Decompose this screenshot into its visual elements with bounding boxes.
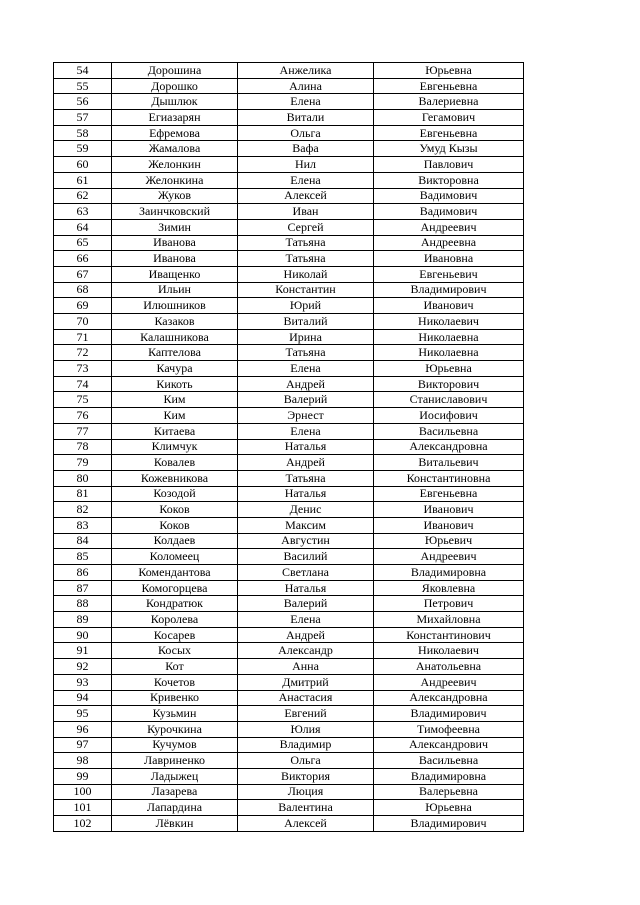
last-name-cell: Кондратюк: [112, 596, 238, 612]
table-row: [54, 266, 524, 282]
table-row: [54, 408, 524, 424]
table-row: [54, 314, 524, 330]
first-name-cell: Татьяна: [238, 470, 374, 486]
first-name-cell: Владимир: [238, 737, 374, 753]
table-row: [54, 94, 524, 110]
first-name-cell: Алексей: [238, 188, 374, 204]
table-row: [54, 643, 524, 659]
first-name-cell: Евгений: [238, 706, 374, 722]
patronymic-cell: Владимировна: [374, 565, 524, 581]
table-row: [54, 251, 524, 267]
last-name-cell: Качура: [112, 361, 238, 377]
table-row: [54, 157, 524, 173]
last-name-cell: Ладыжец: [112, 768, 238, 784]
last-name-cell: Зимин: [112, 219, 238, 235]
table-row: [54, 125, 524, 141]
patronymic-cell: Гегамович: [374, 110, 524, 126]
last-name-cell: Кикоть: [112, 376, 238, 392]
first-name-cell: Анжелика: [238, 63, 374, 79]
row-number-cell: 81: [54, 486, 112, 502]
table-row: [54, 345, 524, 361]
table-row: [54, 219, 524, 235]
first-name-cell: Ирина: [238, 329, 374, 345]
table-row: [54, 110, 524, 126]
table-row: [54, 737, 524, 753]
table-row: [54, 376, 524, 392]
patronymic-cell: Михайловна: [374, 612, 524, 628]
patronymic-cell: Вадимович: [374, 188, 524, 204]
first-name-cell: Елена: [238, 423, 374, 439]
row-number-cell: 80: [54, 470, 112, 486]
patronymic-cell: Андреевич: [374, 219, 524, 235]
first-name-cell: Андрей: [238, 455, 374, 471]
first-name-cell: Николай: [238, 266, 374, 282]
row-number-cell: 56: [54, 94, 112, 110]
patronymic-cell: Тимофеевна: [374, 721, 524, 737]
row-number-cell: 100: [54, 784, 112, 800]
last-name-cell: Жуков: [112, 188, 238, 204]
last-name-cell: Ким: [112, 408, 238, 424]
row-number-cell: 90: [54, 627, 112, 643]
last-name-cell: Дорошко: [112, 78, 238, 94]
table-row: [54, 580, 524, 596]
row-number-cell: 96: [54, 721, 112, 737]
patronymic-cell: Константинович: [374, 627, 524, 643]
patronymic-cell: Юрьевна: [374, 800, 524, 816]
first-name-cell: Валерий: [238, 392, 374, 408]
patronymic-cell: Павлович: [374, 157, 524, 173]
patronymic-cell: Васильевна: [374, 423, 524, 439]
first-name-cell: Александр: [238, 643, 374, 659]
first-name-cell: Елена: [238, 361, 374, 377]
last-name-cell: Иванова: [112, 235, 238, 251]
last-name-cell: Ковалев: [112, 455, 238, 471]
first-name-cell: Наталья: [238, 580, 374, 596]
patronymic-cell: Яковлевна: [374, 580, 524, 596]
first-name-cell: Иван: [238, 204, 374, 220]
patronymic-cell: Евгеньевна: [374, 486, 524, 502]
row-number-cell: 64: [54, 219, 112, 235]
roster-table: [53, 62, 524, 832]
row-number-cell: 87: [54, 580, 112, 596]
row-number-cell: 76: [54, 408, 112, 424]
patronymic-cell: Александрович: [374, 737, 524, 753]
first-name-cell: Витали: [238, 110, 374, 126]
row-number-cell: 101: [54, 800, 112, 816]
last-name-cell: Дышлюк: [112, 94, 238, 110]
last-name-cell: Ким: [112, 392, 238, 408]
table-row: [54, 141, 524, 157]
table-row: [54, 549, 524, 565]
row-number-cell: 63: [54, 204, 112, 220]
table-row: [54, 800, 524, 816]
patronymic-cell: Андреевич: [374, 674, 524, 690]
table-row: [54, 565, 524, 581]
table-row: [54, 172, 524, 188]
first-name-cell: Ольга: [238, 753, 374, 769]
patronymic-cell: Витальевич: [374, 455, 524, 471]
first-name-cell: Люция: [238, 784, 374, 800]
table-row: [54, 753, 524, 769]
row-number-cell: 73: [54, 361, 112, 377]
first-name-cell: Алексей: [238, 816, 374, 832]
first-name-cell: Анастасия: [238, 690, 374, 706]
table-row: [54, 361, 524, 377]
table-row: [54, 659, 524, 675]
first-name-cell: Виктория: [238, 768, 374, 784]
last-name-cell: Калашникова: [112, 329, 238, 345]
row-number-cell: 88: [54, 596, 112, 612]
last-name-cell: Комогорцева: [112, 580, 238, 596]
first-name-cell: Андрей: [238, 376, 374, 392]
first-name-cell: Валерий: [238, 596, 374, 612]
first-name-cell: Татьяна: [238, 345, 374, 361]
patronymic-cell: Александровна: [374, 439, 524, 455]
patronymic-cell: Владимирович: [374, 706, 524, 722]
table-row: [54, 721, 524, 737]
row-number-cell: 72: [54, 345, 112, 361]
table-row: [54, 784, 524, 800]
patronymic-cell: Валериевна: [374, 94, 524, 110]
first-name-cell: Максим: [238, 517, 374, 533]
last-name-cell: Желонкина: [112, 172, 238, 188]
table-row: [54, 612, 524, 628]
last-name-cell: Егиазарян: [112, 110, 238, 126]
last-name-cell: Козодой: [112, 486, 238, 502]
row-number-cell: 69: [54, 298, 112, 314]
patronymic-cell: Викторовна: [374, 172, 524, 188]
patronymic-cell: Николаевич: [374, 314, 524, 330]
row-number-cell: 71: [54, 329, 112, 345]
first-name-cell: Татьяна: [238, 251, 374, 267]
row-number-cell: 98: [54, 753, 112, 769]
last-name-cell: Лапардина: [112, 800, 238, 816]
first-name-cell: Андрей: [238, 627, 374, 643]
patronymic-cell: Евгеньевна: [374, 125, 524, 141]
first-name-cell: Юрий: [238, 298, 374, 314]
patronymic-cell: Иванович: [374, 502, 524, 518]
table-row: [54, 235, 524, 251]
first-name-cell: Виталий: [238, 314, 374, 330]
row-number-cell: 67: [54, 266, 112, 282]
row-number-cell: 55: [54, 78, 112, 94]
last-name-cell: Жамалова: [112, 141, 238, 157]
last-name-cell: Климчук: [112, 439, 238, 455]
first-name-cell: Дмитрий: [238, 674, 374, 690]
last-name-cell: Кот: [112, 659, 238, 675]
last-name-cell: Каптелова: [112, 345, 238, 361]
row-number-cell: 61: [54, 172, 112, 188]
last-name-cell: Косых: [112, 643, 238, 659]
first-name-cell: Василий: [238, 549, 374, 565]
table-row: [54, 455, 524, 471]
row-number-cell: 85: [54, 549, 112, 565]
row-number-cell: 79: [54, 455, 112, 471]
row-number-cell: 102: [54, 816, 112, 832]
last-name-cell: Комендантова: [112, 565, 238, 581]
table-row: [54, 816, 524, 832]
row-number-cell: 92: [54, 659, 112, 675]
first-name-cell: Наталья: [238, 439, 374, 455]
last-name-cell: Лавриненко: [112, 753, 238, 769]
last-name-cell: Колдаев: [112, 533, 238, 549]
table-row: [54, 204, 524, 220]
patronymic-cell: Иосифович: [374, 408, 524, 424]
patronymic-cell: Юрьевна: [374, 361, 524, 377]
table-row: [54, 502, 524, 518]
patronymic-cell: Станиславович: [374, 392, 524, 408]
first-name-cell: Елена: [238, 612, 374, 628]
patronymic-cell: Евгеньевна: [374, 78, 524, 94]
row-number-cell: 97: [54, 737, 112, 753]
row-number-cell: 59: [54, 141, 112, 157]
last-name-cell: Кузьмин: [112, 706, 238, 722]
patronymic-cell: Константиновна: [374, 470, 524, 486]
last-name-cell: Коломеец: [112, 549, 238, 565]
table-row: [54, 423, 524, 439]
patronymic-cell: Евгеньевич: [374, 266, 524, 282]
table-row: [54, 627, 524, 643]
patronymic-cell: Андреевич: [374, 549, 524, 565]
roster-table-body: [54, 63, 524, 832]
first-name-cell: Сергей: [238, 219, 374, 235]
last-name-cell: Заинчковский: [112, 204, 238, 220]
last-name-cell: Ефремова: [112, 125, 238, 141]
row-number-cell: 66: [54, 251, 112, 267]
last-name-cell: Иващенко: [112, 266, 238, 282]
row-number-cell: 83: [54, 517, 112, 533]
table-row: [54, 470, 524, 486]
last-name-cell: Илюшников: [112, 298, 238, 314]
last-name-cell: Китаева: [112, 423, 238, 439]
row-number-cell: 58: [54, 125, 112, 141]
first-name-cell: Валентина: [238, 800, 374, 816]
table-row: [54, 533, 524, 549]
row-number-cell: 95: [54, 706, 112, 722]
last-name-cell: Лёвкин: [112, 816, 238, 832]
patronymic-cell: Владимирович: [374, 282, 524, 298]
table-row: [54, 188, 524, 204]
table-row: [54, 768, 524, 784]
table-row: [54, 78, 524, 94]
first-name-cell: Нил: [238, 157, 374, 173]
first-name-cell: Юлия: [238, 721, 374, 737]
patronymic-cell: Васильевна: [374, 753, 524, 769]
last-name-cell: Ильин: [112, 282, 238, 298]
table-row: [54, 392, 524, 408]
last-name-cell: Желонкин: [112, 157, 238, 173]
first-name-cell: Анна: [238, 659, 374, 675]
first-name-cell: Константин: [238, 282, 374, 298]
row-number-cell: 89: [54, 612, 112, 628]
patronymic-cell: Вадимович: [374, 204, 524, 220]
table-row: [54, 439, 524, 455]
first-name-cell: Елена: [238, 172, 374, 188]
last-name-cell: Кучумов: [112, 737, 238, 753]
last-name-cell: Коков: [112, 502, 238, 518]
table-row: [54, 63, 524, 79]
row-number-cell: 68: [54, 282, 112, 298]
last-name-cell: Кривенко: [112, 690, 238, 706]
row-number-cell: 78: [54, 439, 112, 455]
first-name-cell: Эрнест: [238, 408, 374, 424]
table-row: [54, 486, 524, 502]
row-number-cell: 91: [54, 643, 112, 659]
first-name-cell: Августин: [238, 533, 374, 549]
row-number-cell: 65: [54, 235, 112, 251]
first-name-cell: Алина: [238, 78, 374, 94]
table-row: [54, 706, 524, 722]
patronymic-cell: Николаевна: [374, 345, 524, 361]
first-name-cell: Наталья: [238, 486, 374, 502]
row-number-cell: 84: [54, 533, 112, 549]
table-row: [54, 298, 524, 314]
patronymic-cell: Владимирович: [374, 816, 524, 832]
patronymic-cell: Умуд Кызы: [374, 141, 524, 157]
patronymic-cell: Николаевич: [374, 643, 524, 659]
row-number-cell: 62: [54, 188, 112, 204]
last-name-cell: Лазарева: [112, 784, 238, 800]
first-name-cell: Денис: [238, 502, 374, 518]
patronymic-cell: Юрьевна: [374, 63, 524, 79]
last-name-cell: Кочетов: [112, 674, 238, 690]
first-name-cell: Елена: [238, 94, 374, 110]
table-row: [54, 282, 524, 298]
patronymic-cell: Иванович: [374, 298, 524, 314]
patronymic-cell: Петрович: [374, 596, 524, 612]
patronymic-cell: Иванович: [374, 517, 524, 533]
patronymic-cell: Викторович: [374, 376, 524, 392]
first-name-cell: Светлана: [238, 565, 374, 581]
last-name-cell: Казаков: [112, 314, 238, 330]
last-name-cell: Королева: [112, 612, 238, 628]
last-name-cell: Косарев: [112, 627, 238, 643]
table-row: [54, 690, 524, 706]
table-row: [54, 329, 524, 345]
row-number-cell: 94: [54, 690, 112, 706]
row-number-cell: 77: [54, 423, 112, 439]
row-number-cell: 93: [54, 674, 112, 690]
row-number-cell: 54: [54, 63, 112, 79]
row-number-cell: 82: [54, 502, 112, 518]
table-row: [54, 517, 524, 533]
last-name-cell: Иванова: [112, 251, 238, 267]
table-row: [54, 596, 524, 612]
patronymic-cell: Анатольевна: [374, 659, 524, 675]
patronymic-cell: Владимировна: [374, 768, 524, 784]
last-name-cell: Кожевникова: [112, 470, 238, 486]
row-number-cell: 99: [54, 768, 112, 784]
last-name-cell: Коков: [112, 517, 238, 533]
table-row: [54, 674, 524, 690]
row-number-cell: 86: [54, 565, 112, 581]
row-number-cell: 60: [54, 157, 112, 173]
row-number-cell: 70: [54, 314, 112, 330]
row-number-cell: 74: [54, 376, 112, 392]
row-number-cell: 57: [54, 110, 112, 126]
last-name-cell: Курочкина: [112, 721, 238, 737]
first-name-cell: Вафа: [238, 141, 374, 157]
patronymic-cell: Александровна: [374, 690, 524, 706]
last-name-cell: Дорошина: [112, 63, 238, 79]
first-name-cell: Ольга: [238, 125, 374, 141]
patronymic-cell: Николаевна: [374, 329, 524, 345]
row-number-cell: 75: [54, 392, 112, 408]
patronymic-cell: Валерьевна: [374, 784, 524, 800]
patronymic-cell: Андреевна: [374, 235, 524, 251]
patronymic-cell: Юрьевич: [374, 533, 524, 549]
first-name-cell: Татьяна: [238, 235, 374, 251]
patronymic-cell: Ивановна: [374, 251, 524, 267]
